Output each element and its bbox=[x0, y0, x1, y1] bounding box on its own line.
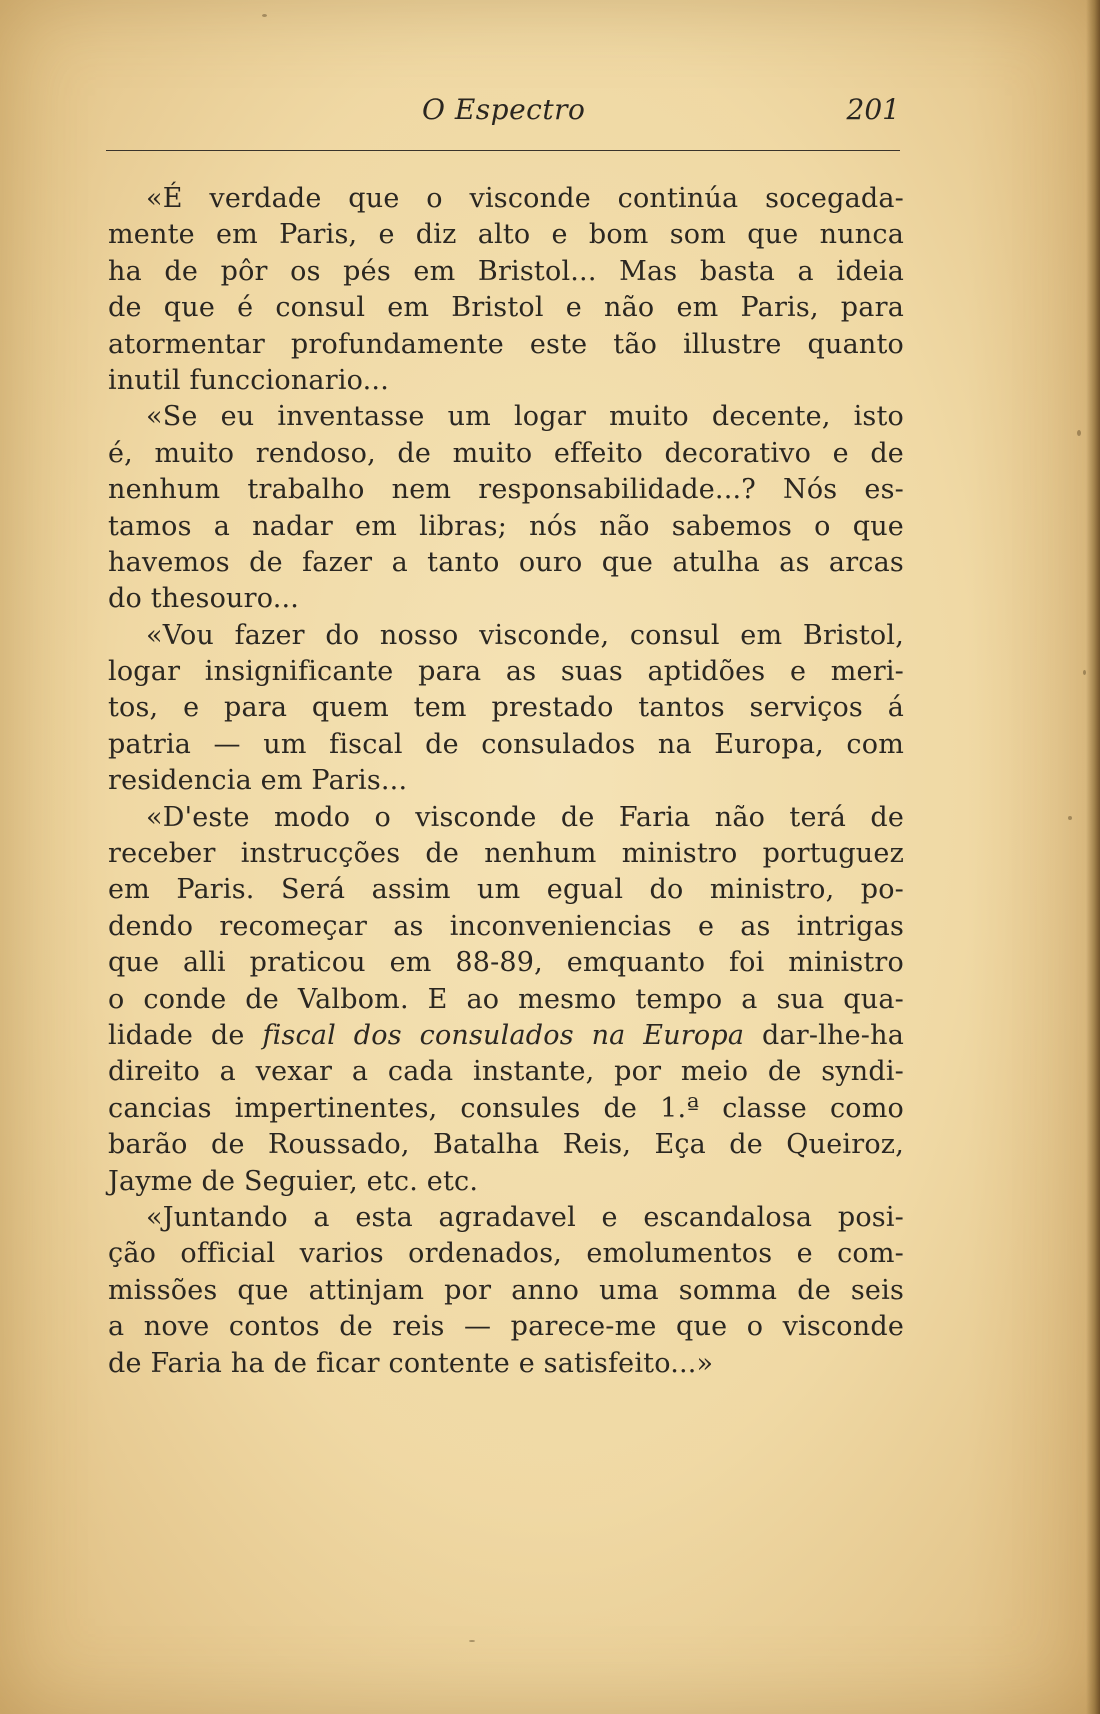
paper-speck bbox=[1077, 430, 1081, 436]
text-line: mente em Paris, e diz alto e bom som que nunca bbox=[108, 219, 904, 251]
text-line: Jayme de Seguier, etc. etc. bbox=[108, 1165, 479, 1197]
text-line: barão de Roussado, Batalha Reis, Eça de Queiroz, bbox=[108, 1129, 904, 1161]
running-title: O Espectro bbox=[422, 93, 586, 126]
body-text bbox=[108, 181, 904, 1382]
text-line: a nove contos de reis — parece-me que o visconde bbox=[108, 1311, 904, 1343]
text-line: o conde de Valbom. E ao mesmo tempo a sua qua- bbox=[108, 983, 904, 1015]
paper-speck bbox=[1083, 670, 1086, 675]
text-line: em Paris. Será assim um egual do ministro, po- bbox=[108, 874, 904, 906]
text-line: que alli praticou em 88-89, emquanto foi ministro bbox=[108, 947, 904, 979]
text-line: é, muito rendoso, de muito effeito decorativo e de bbox=[108, 437, 904, 469]
text-line: direito a vexar a cada instante, por meio de syndi- bbox=[108, 1056, 904, 1088]
text-line: havemos de fazer a tanto ouro que atulha as arcas bbox=[108, 546, 904, 578]
text-line: cancias impertinentes, consules de 1.ª classe como bbox=[108, 1092, 904, 1124]
text-line: inutil funccionario... bbox=[108, 364, 389, 396]
text-line: tamos a nadar em libras; nós não sabemos o que bbox=[108, 510, 904, 542]
paper-speck bbox=[469, 1640, 475, 1642]
text-line: de que é consul em Bristol e não em Paris, para bbox=[108, 292, 904, 324]
text-line: «D'este modo o visconde de Faria não terá de bbox=[146, 801, 904, 833]
text-line: tos, e para quem tem prestado tantos serviços á bbox=[108, 692, 904, 724]
page-edge-shadow bbox=[1086, 0, 1100, 1714]
header-rule bbox=[106, 150, 900, 151]
text-line: «Vou fazer do nosso visconde, consul em Bristol, bbox=[146, 619, 904, 651]
page-header bbox=[106, 93, 900, 133]
italic-phrase: fiscal dos consulados na Europa bbox=[262, 1019, 745, 1051]
text-line: dendo recomeçar as inconveniencias e as intrigas bbox=[108, 910, 904, 942]
text-line: «É verdade que o visconde continúa socegada- bbox=[146, 183, 904, 214]
text-line: atormentar profundamente este tão illustre quanto bbox=[108, 328, 904, 360]
text-line: ha de pôr os pés em Bristol... Mas basta a ideia bbox=[108, 255, 904, 287]
text-fragment: dar-lhe-ha bbox=[761, 1019, 904, 1051]
text-line-mixed bbox=[108, 1018, 904, 1054]
text-line: «Juntando a esta agradavel e escandalosa posi- bbox=[146, 1201, 904, 1233]
text-line: logar insignificante para as suas aptidões e meri- bbox=[108, 656, 904, 688]
paper-speck bbox=[1068, 816, 1072, 820]
text-line: do thesouro... bbox=[108, 583, 300, 615]
text-line: ção official varios ordenados, emolumentos e com- bbox=[108, 1238, 904, 1270]
text-line: nenhum trabalho nem responsabilidade...? Nós es- bbox=[108, 474, 904, 506]
paper-speck bbox=[262, 14, 267, 17]
text-line: patria — um fiscal de consulados na Europa, com bbox=[108, 728, 904, 760]
text-line: missões que attinjam por anno uma somma de seis bbox=[108, 1274, 904, 1306]
text-line: de Faria ha de ficar contente e satisfeito...» bbox=[108, 1347, 714, 1379]
text-fragment: lidade de bbox=[108, 1019, 245, 1051]
text-line: «Se eu inventasse um logar muito decente, isto bbox=[146, 401, 904, 433]
text-line: receber instrucções de nenhum ministro portuguez bbox=[108, 838, 904, 870]
text-line: residencia em Paris... bbox=[108, 765, 408, 797]
page-number: 201 bbox=[846, 93, 900, 126]
